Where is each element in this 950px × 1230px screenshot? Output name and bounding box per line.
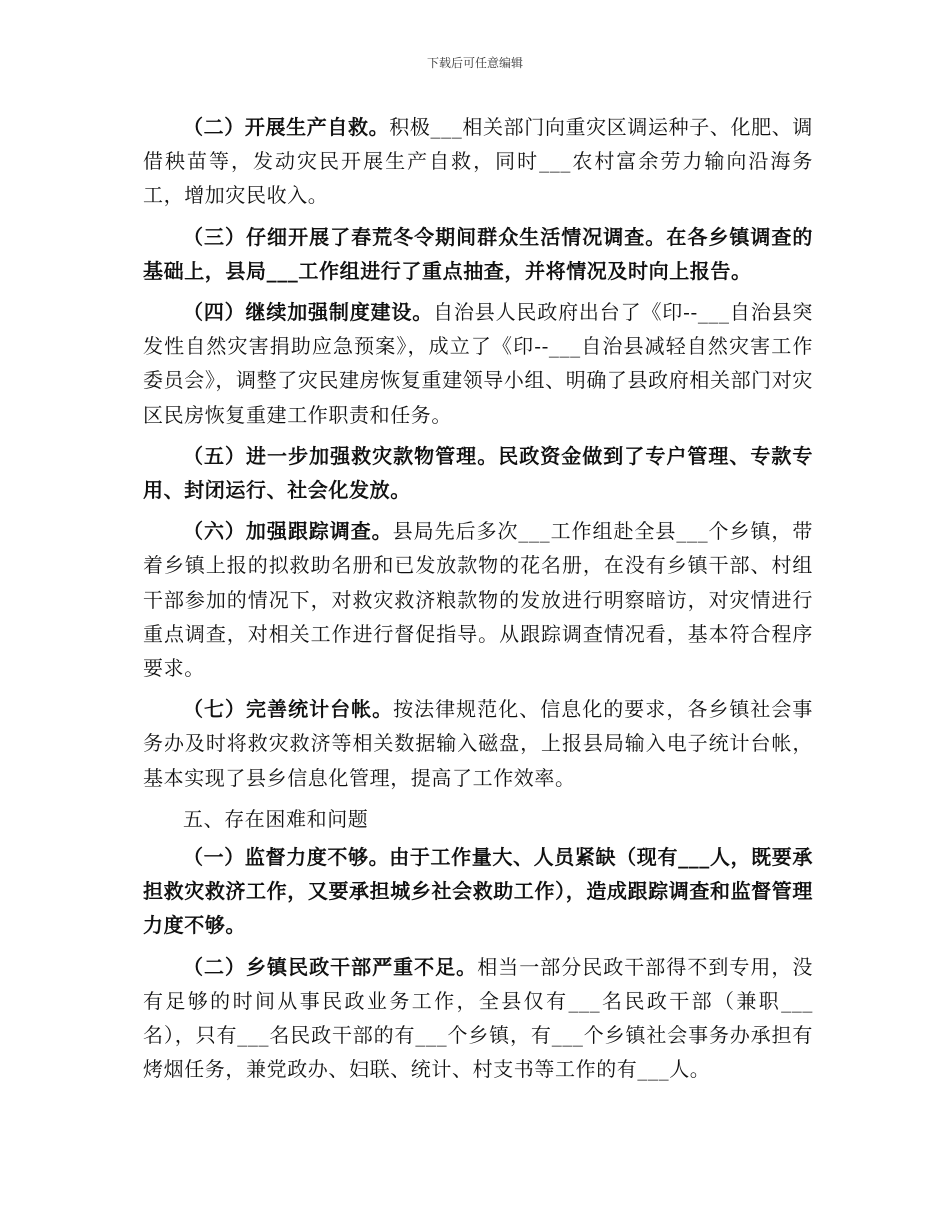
paragraph-text: 按法律规范化、信息化的要求，各乡镇社会事务办及时将救灾救济等相关数据输入磁盘，上报县局输入电子统计台帐，基本实现了县乡信息化管理，提高了工作效率。 <box>143 697 814 790</box>
section-heading-difficulties <box>143 802 813 836</box>
document-body <box>143 110 813 1093</box>
paragraph-statistics-ledger <box>143 692 813 795</box>
paragraph-text: 在各乡镇调查的基础上，县局___工作组进行了重点抽查，并将情况及时向上报告。 <box>143 224 813 283</box>
paragraph-supervision <box>143 840 813 943</box>
paragraph-heading: （四）继续加强制度建设。 <box>183 300 434 325</box>
section-title: 五、存在困难和问题 <box>183 806 369 831</box>
paragraph-text: 相当一部分民政干部得不到专用，没有足够的时间从事民政业务工作，全县仅有___名民政干部（兼职___名），只有___名民政干部的有___个乡镇，有___个乡镇社会事务办承担有烤烟任务，兼党政办、妇联、统计、村支书等工作的有___人。 <box>143 954 813 1082</box>
paragraph-heading: （二）乡镇民政干部严重不足。 <box>183 954 478 979</box>
paragraph-system-building <box>143 295 813 432</box>
paragraph-text: 积极___相关部门向重灾区调运种子、化肥、调借秧苗等，发动灾民开展生产自救，同时___农村富余劳力输向沿海务工，增加灾民收入。 <box>143 115 814 208</box>
paragraph-heading: （五）进一步加强救灾款物管理。 <box>183 443 499 468</box>
paragraph-tracking-survey <box>143 514 813 685</box>
paragraph-heading: （二）开展生产自救。 <box>183 115 390 139</box>
paragraph-staff-shortage <box>143 950 813 1087</box>
paragraph-text: 由于工作量大、人员紧缺（现有___人，既要承担救灾救济工作，又要承担城乡社会救助工作），造成跟踪调查和监督管理力度不够。 <box>143 845 814 938</box>
paragraph-text: 民政资金做到了专户管理、专款专用、封闭运行、社会化发放。 <box>143 443 814 503</box>
paragraph-heading: （六）加强跟踪调查。 <box>183 519 393 544</box>
paragraph-text: 县局先后多次___工作组赴全县___个乡镇，带着乡镇上报的拟救助名册和已发放款物的花名册，在没有乡镇干部、村组干部参加的情况下，对救灾救济粮款物的发放进行明察暗访，对灾情进行重点调查，对相关工作进行督促指导。从跟踪调查情况看，基本符合程序要求。 <box>143 519 813 681</box>
paragraph-heading: （七）完善统计台帐。 <box>183 697 394 722</box>
paragraph-living-survey <box>143 220 813 288</box>
paragraph-text: 自治县人民政府出台了《印--___自治县突发性自然灾害捐助应急预案》，成立了《印--___自治县减轻自然灾害工作委员会》，调整了灾民建房恢复重建领导小组、明确了县政府相关部门对灾区民房恢复重建工作职责和任务。 <box>143 300 813 427</box>
paragraph-production-self-rescue <box>143 110 813 213</box>
paragraph-fund-management <box>143 439 813 507</box>
paragraph-heading: （一）监督力度不够。 <box>183 845 390 870</box>
page-header: 下载后可任意编辑 <box>426 56 523 70</box>
paragraph-heading: （三）仔细开展了春荒冬令期间群众生活情况调查。 <box>183 224 667 249</box>
